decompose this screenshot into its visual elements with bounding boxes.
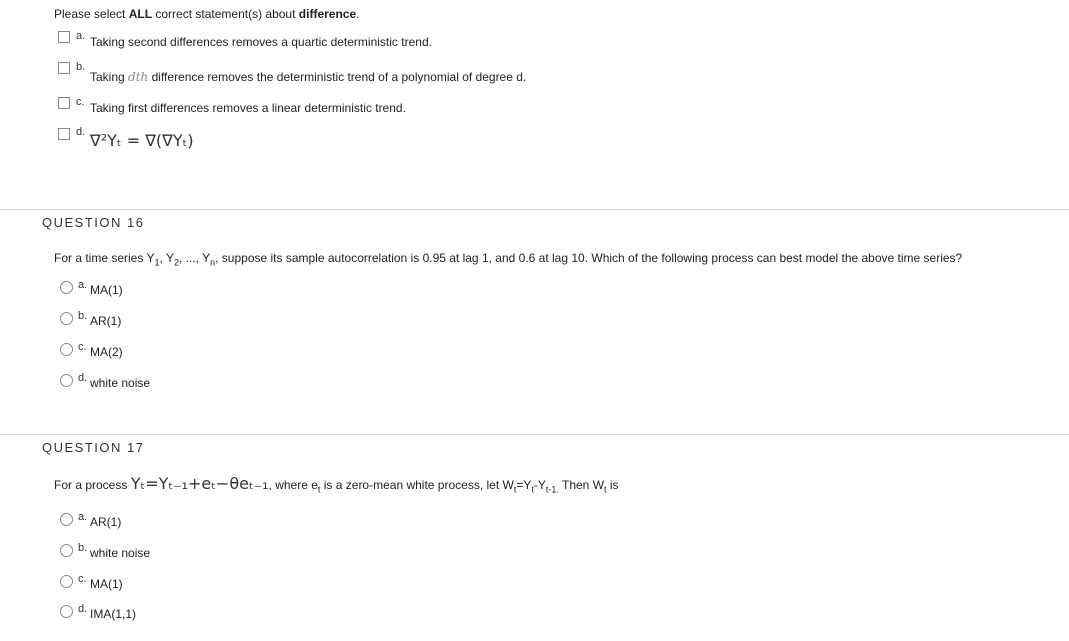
- prompt-text: , suppose its sample autocorrelation is 0.95 at lag 1, and 0.6 at lag 10. Which of the following process can best model the above time series?: [215, 251, 963, 265]
- radio-q16-a[interactable]: [60, 281, 73, 294]
- prompt-text: -Y: [533, 478, 546, 492]
- option-letter: c.: [78, 573, 87, 585]
- radio-q16-d[interactable]: [60, 374, 73, 387]
- process-formula: Yₜ=Yₜ₋₁+eₜ−θeₜ₋₁: [130, 474, 269, 493]
- option-text-q15-a: Taking second differences removes a quartic deterministic trend.: [90, 35, 432, 49]
- subscript: n: [210, 257, 216, 268]
- option-letter: d.: [78, 603, 88, 615]
- radio-q16-c[interactable]: [60, 343, 73, 356]
- radio-q17-c[interactable]: [60, 575, 73, 588]
- subscript: t-1.: [545, 484, 559, 495]
- option-text-q17-d: IMA(1,1): [90, 607, 137, 621]
- subscript: 2: [173, 257, 179, 268]
- radio-q16-b[interactable]: [60, 312, 73, 325]
- radio-q17-a[interactable]: [60, 513, 73, 526]
- option-text-q15-b: [90, 70, 526, 84]
- option-text-q16-b: AR(1): [90, 314, 122, 328]
- option-letter: c.: [76, 96, 85, 108]
- checkbox-q15-b[interactable]: [58, 62, 70, 74]
- option-letter: a.: [78, 279, 88, 291]
- prompt-text: correct statement(s) about: [152, 7, 299, 21]
- prompt-text: , where e: [268, 478, 318, 492]
- prompt-text: , ..., Y: [178, 251, 211, 265]
- prompt-text: Please select: [54, 7, 129, 21]
- option-formula-q15-d: ∇²Yₜ = ∇(∇Yₜ): [90, 131, 194, 150]
- option-letter: d.: [76, 126, 86, 138]
- subscript: t: [531, 484, 534, 495]
- prompt-bold-all: ALL: [128, 7, 153, 21]
- prompt-text: .: [356, 7, 360, 21]
- option-text-italic: dth: [128, 70, 149, 84]
- radio-q17-d[interactable]: [60, 605, 73, 618]
- option-text-q16-c: MA(2): [90, 345, 123, 359]
- question-15-prompt: [54, 7, 359, 21]
- option-text-q17-a: AR(1): [90, 515, 122, 529]
- question-17-prompt: [54, 474, 619, 494]
- prompt-bold-difference: difference: [298, 7, 357, 21]
- option-text-q17-c: MA(1): [90, 577, 123, 591]
- subscript: 1: [154, 257, 160, 268]
- option-letter: a.: [78, 511, 88, 523]
- option-text-part: Taking: [90, 70, 129, 84]
- checkbox-q15-c[interactable]: [58, 97, 70, 109]
- option-letter: b.: [78, 310, 88, 322]
- prompt-text: =Y: [516, 478, 532, 492]
- checkbox-q15-d[interactable]: [58, 128, 70, 140]
- prompt-text: For a process: [54, 478, 131, 492]
- prompt-text: is: [606, 478, 619, 492]
- question-16-header: QUESTION 16: [42, 215, 145, 230]
- option-text-q15-c: Taking first differences removes a linear deterministic trend.: [90, 101, 406, 115]
- radio-q17-b[interactable]: [60, 544, 73, 557]
- section-divider: [0, 434, 1069, 435]
- prompt-text: is a zero-mean white process, let W: [320, 478, 514, 492]
- question-16-prompt: [54, 251, 962, 267]
- option-text-q16-d: white noise: [90, 376, 151, 390]
- option-text-q16-a: MA(1): [90, 283, 123, 297]
- option-letter: b.: [76, 61, 86, 73]
- option-letter: b.: [78, 542, 88, 554]
- question-17-header: QUESTION 17: [42, 440, 145, 455]
- prompt-text: Then W: [558, 478, 605, 492]
- option-text-part: difference removes the deterministic trend of a polynomial of degree d.: [148, 70, 527, 84]
- prompt-text: For a time series Y: [54, 251, 155, 265]
- checkbox-q15-a[interactable]: [58, 31, 70, 43]
- option-letter: d.: [78, 372, 88, 384]
- subscript: t: [513, 484, 517, 495]
- subscript: t: [604, 484, 607, 495]
- section-divider: [0, 209, 1069, 210]
- option-text-q17-b: white noise: [90, 546, 151, 560]
- option-letter: c.: [78, 341, 87, 353]
- option-letter: a.: [76, 30, 86, 42]
- prompt-text: , Y: [159, 251, 174, 265]
- subscript: t: [317, 484, 321, 495]
